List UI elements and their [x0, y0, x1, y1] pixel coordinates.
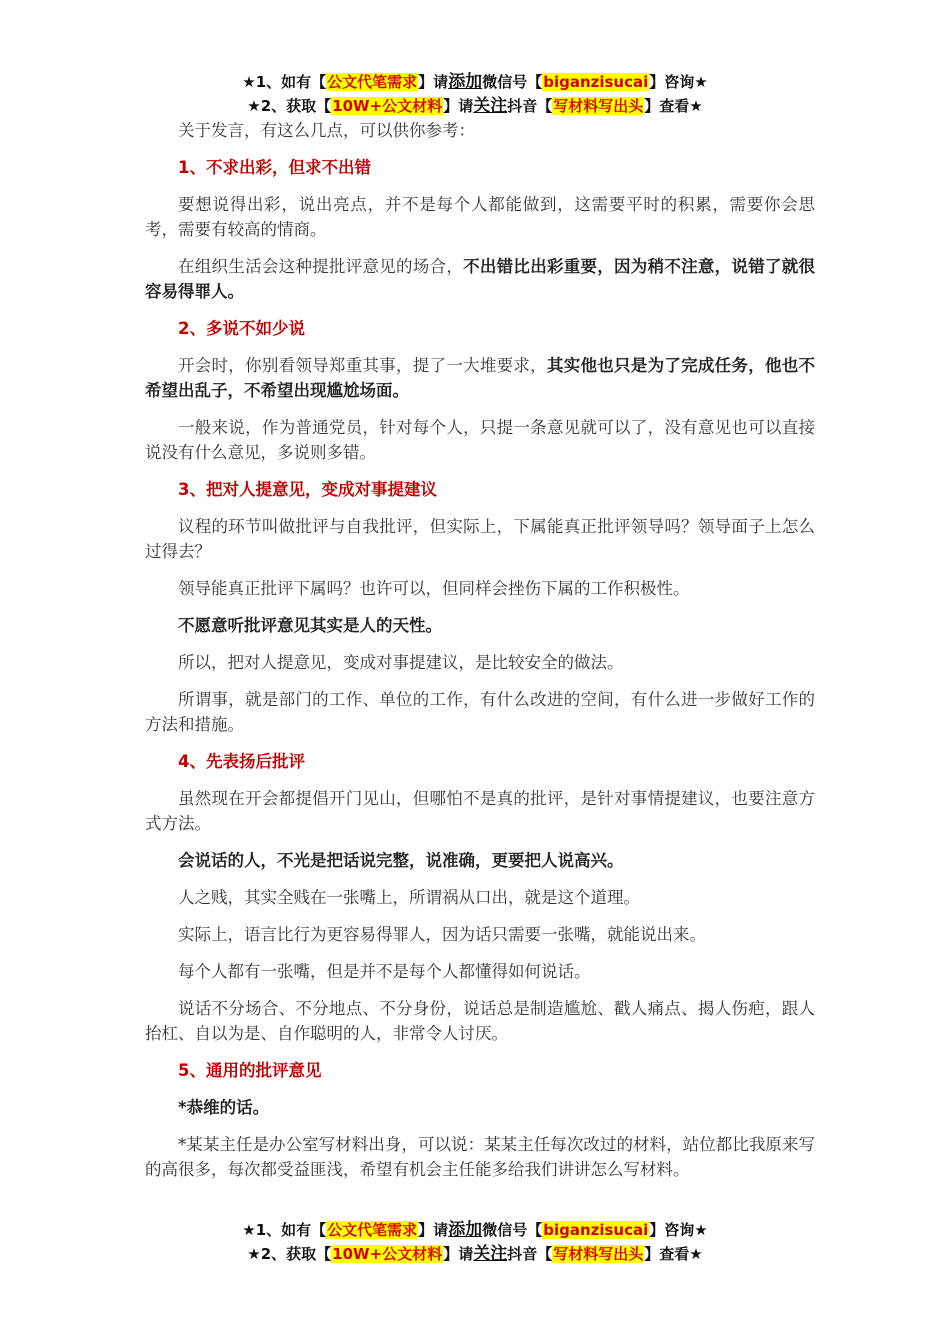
banner-text: 】请: [418, 1221, 449, 1239]
paragraph: 领导能真正批评下属吗？也许可以，但同样会挫伤下属的工作积极性。: [178, 579, 690, 598]
section-heading-1: 1、不求出彩，但求不出错: [178, 158, 371, 177]
section-heading-4: 4、先表扬后批评: [178, 752, 305, 771]
top-banner: [0, 70, 950, 118]
banner-highlight: 10W+公文材料: [332, 97, 443, 115]
section-heading-5: 5、通用的批评意见: [178, 1061, 322, 1080]
banner-wechat-id: biganzisucai: [543, 73, 649, 91]
paragraph-text: 开会时，你别看领导郑重其事，提了一大堆要求，: [178, 356, 547, 375]
bold-paragraph: *恭维的话。: [178, 1098, 270, 1117]
paragraph-text: 在组织生活会这种提批评意见的场合，: [178, 257, 464, 276]
paragraph: 要想说得出彩，说出亮点，并不是每个人都能做到，这需要平时的积累，需要你会思考，需要有较高的情商。: [145, 195, 815, 239]
paragraph: 每个人都有一张嘴，但是并不是每个人都懂得如何说话。: [178, 962, 591, 981]
banner-text: 】请: [418, 73, 449, 91]
paragraph: 虽然现在开会都提倡开门见山，但哪怕不是真的批评，是针对事情提建议，也要注意方式方法。: [145, 789, 815, 833]
paragraph: 一般来说，作为普通党员，针对每个人，只提一条意见就可以了，没有意见也可以直接说没有什么意见，多说则多错。: [145, 418, 815, 462]
banner-text: 微信号【: [482, 1221, 543, 1239]
banner-text: 抖音【: [507, 1245, 553, 1263]
section-heading-2: 2、多说不如少说: [178, 319, 305, 338]
banner-text: ★2、获取【: [247, 97, 332, 115]
banner-underline: 添加: [448, 72, 483, 92]
banner-underline: 关注: [473, 96, 508, 116]
banner-text: 抖音【: [507, 97, 553, 115]
article-body: [145, 118, 815, 1194]
banner-underline: 关注: [473, 1244, 508, 1264]
banner-text: 】咨询★: [649, 1221, 708, 1239]
paragraph: 所谓事，就是部门的工作、单位的工作，有什么改进的空间，有什么进一步做好工作的方法和措施。: [145, 690, 815, 734]
paragraph: 人之贱，其实全贱在一张嘴上，所谓祸从口出，就是这个道理。: [178, 888, 640, 907]
banner-text: 】请: [443, 1245, 474, 1263]
banner-line-2: [0, 1242, 950, 1266]
paragraph: *某某主任是办公室写材料出身，可以说：某某主任每次改过的材料，站位都比我原来写的高很多，每次都受益匪浅，希望有机会主任能多给我们讲讲怎么写材料。: [145, 1135, 815, 1179]
paragraph: [145, 353, 815, 403]
banner-line-2: [0, 94, 950, 118]
banner-wechat-id: biganzisucai: [543, 1221, 649, 1239]
banner-highlight: 10W+公文材料: [332, 1245, 443, 1263]
paragraph: 实际上，语言比行为更容易得罪人，因为话只需要一张嘴，就能说出来。: [178, 925, 706, 944]
banner-douyin-id: 写材料写出头: [553, 97, 644, 115]
banner-highlight: 公文代笔需求: [327, 73, 418, 91]
banner-text: ★1、如有【: [242, 73, 327, 91]
paragraph: 所以，把对人提意见，变成对事提建议，是比较安全的做法。: [178, 653, 624, 672]
bold-paragraph: 会说话的人，不光是把话说完整，说准确，更要把人说高兴。: [178, 851, 624, 870]
paragraph-bold-text: 其实他也只是为了完成任务，他也不希望出乱子，不希望出现尴尬场面。: [145, 356, 816, 400]
paragraph-bold-text: 不出错比出彩重要，因为稍不注意，说错了就很容易得罪人。: [145, 257, 816, 301]
banner-text: ★1、如有【: [242, 1221, 327, 1239]
paragraph: [145, 254, 815, 304]
section-heading-3: 3、把对人提意见，变成对事提建议: [178, 480, 437, 499]
banner-text: ★2、获取【: [247, 1245, 332, 1263]
banner-text: 】查看★: [644, 97, 703, 115]
paragraph: 说话不分场合、不分地点、不分身份，说话总是制造尴尬、戳人痛点、揭人伤疤，跟人抬杠、自以为是、自作聪明的人，非常令人讨厌。: [145, 999, 815, 1043]
banner-line-1: [0, 1218, 950, 1242]
bottom-banner: [0, 1218, 950, 1266]
banner-underline: 添加: [448, 1220, 483, 1240]
banner-douyin-id: 写材料写出头: [553, 1245, 644, 1263]
intro-paragraph: 关于发言，有这么几点，可以供你参考：: [178, 121, 475, 140]
banner-highlight: 公文代笔需求: [327, 1221, 418, 1239]
banner-text: 】咨询★: [649, 73, 708, 91]
banner-text: 】请: [443, 97, 474, 115]
bold-paragraph: 不愿意听批评意见其实是人的天性。: [178, 616, 442, 635]
banner-text: 微信号【: [482, 73, 543, 91]
banner-text: 】查看★: [644, 1245, 703, 1263]
banner-line-1: [0, 70, 950, 94]
paragraph: 议程的环节叫做批评与自我批评，但实际上，下属能真正批评领导吗？领导面子上怎么过得去？: [145, 517, 815, 561]
